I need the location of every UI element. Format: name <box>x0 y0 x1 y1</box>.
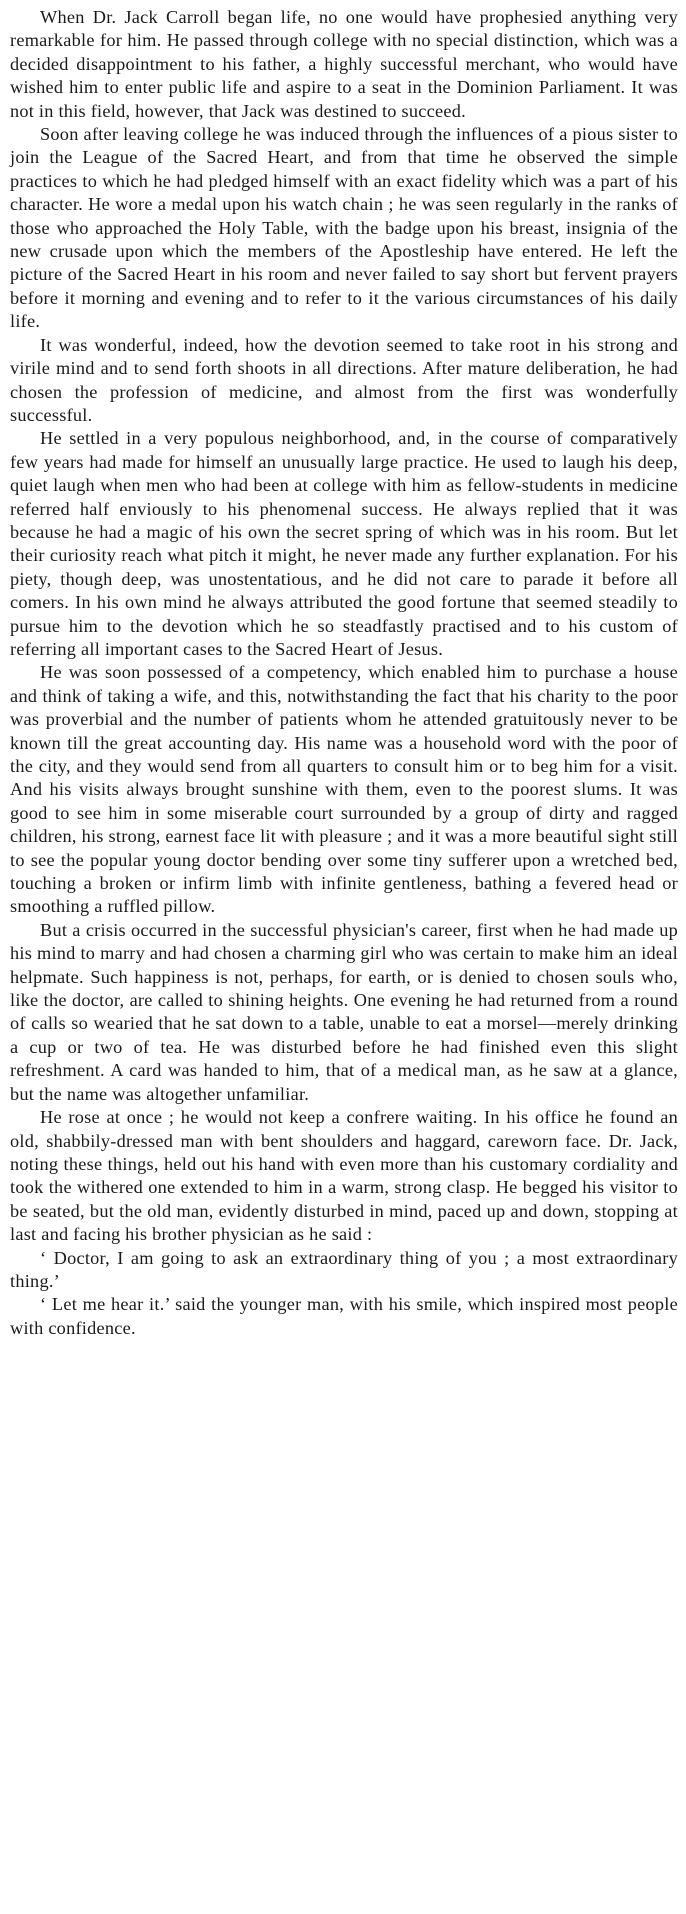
paragraph-2: Soon after leaving college he was induced through the influences of a pious sister to join the League of the Sacred Heart, and from that time he observed the simple practices to which he had pledged himself with an exact fidelity which was a part of his character. He wore a medal upon his watch chain ; he was seen regularly in the ranks of those who approached the Holy Table, with the badge upon his breast, insignia of the new crusade upon which the members of the Apostleship have entered. He left the picture of the Sacred Heart in his room and never failed to say short but fervent prayers before it morning and evening and to refer to it the various circumstances of his daily life. <box>10 124 678 332</box>
article-column <box>10 6 678 1340</box>
paragraph-4: He settled in a very populous neighborhood, and, in the course of comparatively few years had made for himself an unusually large practice. He used to laugh his deep, quiet laugh when men who had been at college with him as fellow-students in medicine referred half enviously to his phenomenal success. He always replied that it was because he had a magic of his own the secret spring of which was in his room. But let their curiosity reach what pitch it might, he never made any further explanation. For his piety, though deep, was unostentatious, and he did not care to parade it before all comers. In his own mind he always attributed the good fortune that seemed steadily to pursue him to the devotion which he so steadfastly practised and to his custom of referring all important cases to the Sacred Heart of Jesus. <box>10 428 678 659</box>
paragraph-3: It was wonderful, indeed, how the devotion seemed to take root in his strong and virile mind and to send forth shoots in all directions. After mature deliberation, he had chosen the profession of medicine, and almost from the first was wonderfully successful. <box>10 334 678 425</box>
paragraph-1: When Dr. Jack Carroll began life, no one would have prophesied anything very remarkable for him. He passed through college with no special distinction, which was a decided disappointment to his father, a highly successful merchant, who would have wished him to enter public life and aspire to a seat in the Dominion Parliament. It was not in this field, however, that Jack was destined to succeed. <box>10 7 678 121</box>
paragraph-7: He rose at once ; he would not keep a confrere waiting. In his office he found an old, shabbily-dressed man with bent shoulders and haggard, careworn face. Dr. Jack, noting these things, held out his hand with even more than his customary cordiality and took the withered one extended to him in a warm, strong clasp. He begged his visitor to be seated, but the old man, evidently disturbed in mind, paced up and down, stopping at last and facing his brother physician as he said : <box>10 1107 678 1245</box>
paragraph-5: He was soon possessed of a competency, which enabled him to purchase a house and think of taking a wife, and this, notwithstanding the fact that his charity to the poor was proverbial and the number of patients whom he attended gratuitously never to be known till the great accounting day. His name was a household word with the poor of the city, and they would send from all quarters to consult him or to beg him for a visit. And his visits always brought sunshine with them, even to the poorest slums. It was good to see him in some miserable court surrounded by a group of dirty and ragged children, his strong, earnest face lit with pleasure ; and it was a more beautiful sight still to see the popular young doctor bending over some tiny sufferer upon a wretched bed, touching a broken or infirm limb with infinite gentleness, bathing a fevered head or smoothing a ruffled pillow. <box>10 662 678 917</box>
dialogue-line-2: ‘ Let me hear it.’ said the younger man, with his smile, which inspired most people with confidence. <box>10 1294 678 1338</box>
paragraph-6: But a crisis occurred in the successful physician's career, first when he had made up his mind to marry and had chosen a charming girl who was certain to make him an ideal helpmate. Such happiness is not, perhaps, for earth, or is denied to chosen souls who, like the doctor, are called to shining heights. One evening he had returned from a round of calls so wearied that he sat down to a table, unable to eat a morsel—merely drinking a cup or two of tea. He was disturbed before he had finished even this slight refreshment. A card was handed to him, that of a medical man, as he saw at a glance, but the name was altogether unfamiliar. <box>10 919 678 1104</box>
dialogue-line-1: ‘ Doctor, I am going to ask an extraordinary thing of you ; a most extraordinary thing.’ <box>10 1247 678 1291</box>
